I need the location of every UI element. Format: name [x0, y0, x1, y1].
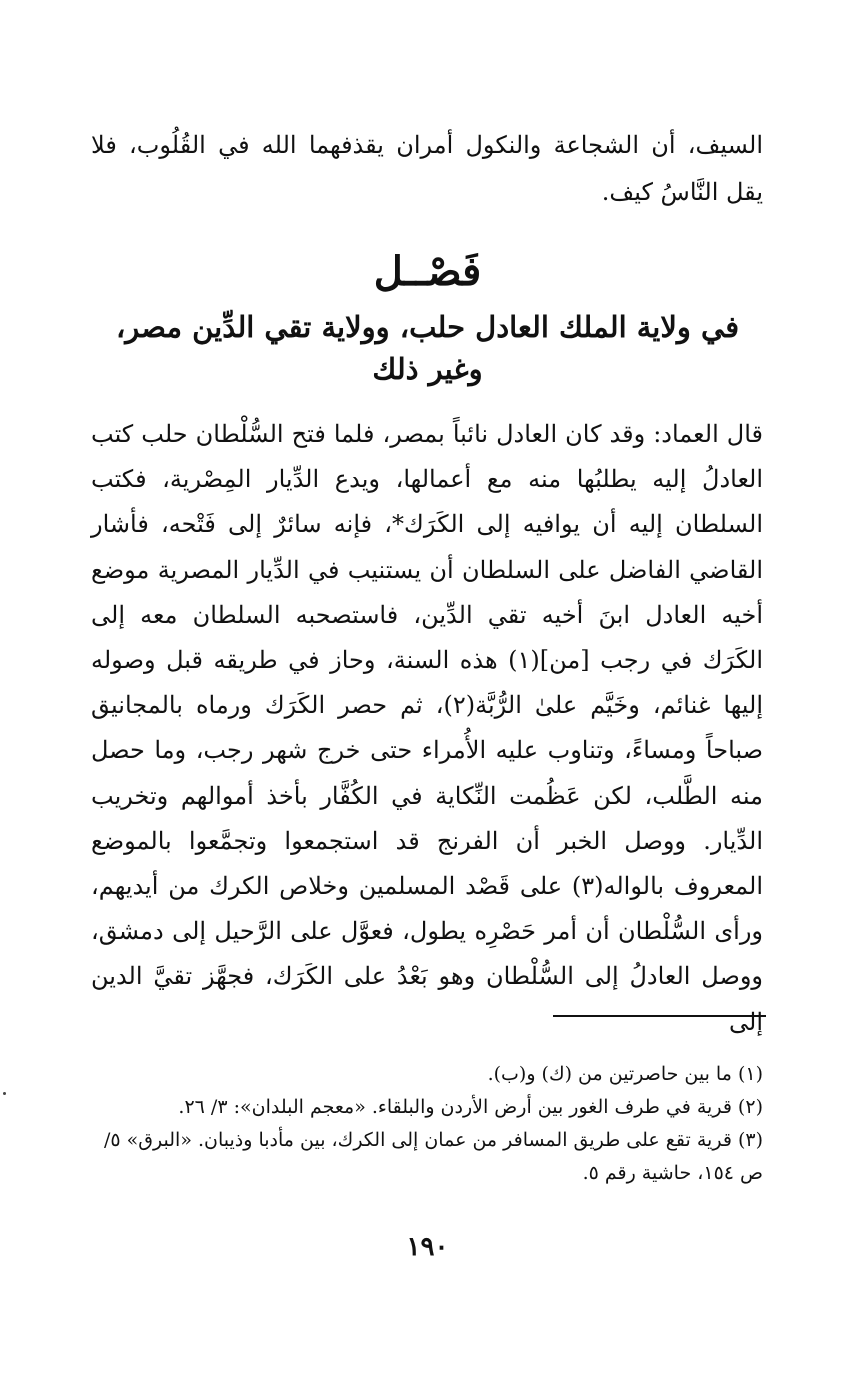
footnote-1: (١) ما بين حاصرتين من (ك) و(ب). [487, 1063, 763, 1085]
footnote-3: (٣) قرية تقع على طريق المسافر من عمان إلى الكرك، بين مأدبا وذيبان. «البرق» ٥/ص ١٥٤، حاشية رقم ٥. [104, 1129, 763, 1184]
page-number: ١٩٠ [406, 1232, 449, 1262]
intro-paragraph: السيف، أن الشجاعة والنكول أمران يقذفهما الله في القُلُوب، فلا يقل النَّاسُ كيف. [91, 131, 763, 206]
section-word: فَصْــل [373, 248, 482, 295]
section-title: في ولاية الملك العادل حلب، وولاية تقي الدِّين مصر، وغير ذلك [115, 310, 740, 386]
body-paragraph: قال العماد: وقد كان العادل نائباً بمصر، فلما فتح السُّلْطان حلب كتب العادلُ إليه يطلبُها منه مع أعمالها، ويدع الدِّيار المِصْرية، فكتب السلطان إليه أن يوافيه إلى الكَرَك*، فإنه سائرٌ إلى فَتْحه، فأشار القاضي الفاضل على السلطان أن يستنيب في الدِّيار المصرية موضع أخيه العادل ابنَ أخيه تقي الدِّين، فاستصحبه السلطان معه إلى الكَرَك في رجب [من](١) هذه السنة، وحاز في طريقه قبل وصوله إليها غنائم، وخَيَّم علىٰ الرُّبَّة(٢)، ثم حصر الكَرَك ورماه بالمجانيق صباحاً ومساءً، وتناوب عليه الأُمراء حتى خرج شهر رجب، وما حصل منه الطَّلب، لكن عَظُمت النِّكاية في الكُفَّار بأخذ أموالهم وتخريب الدِّيار. ووصل الخبر أن الفرنج قد استجمعوا وتجمَّعوا بالموضع المعروف بالواله(٣) على قَصْد المسلمين وخلاص الكرك من أيديهم، ورأى السُّلْطان أن أمر حَصْرِه يطول، فعوَّل على الرَّحيل إلى دمشق، ووصل العادلُ إلى السُّلْطان وهو بَعْدُ على الكَرَك، فجهَّز تقيَّ الدين إلى [91, 420, 764, 1036]
footnote-divider [553, 1015, 766, 1017]
footnote-2: (٢) قرية في طرف الغور بين أرض الأردن والبلقاء. «معجم البلدان»: ٣/ ٢٦. [178, 1096, 763, 1118]
footnotes [83, 1058, 763, 1190]
scan-speck [3, 1092, 6, 1095]
